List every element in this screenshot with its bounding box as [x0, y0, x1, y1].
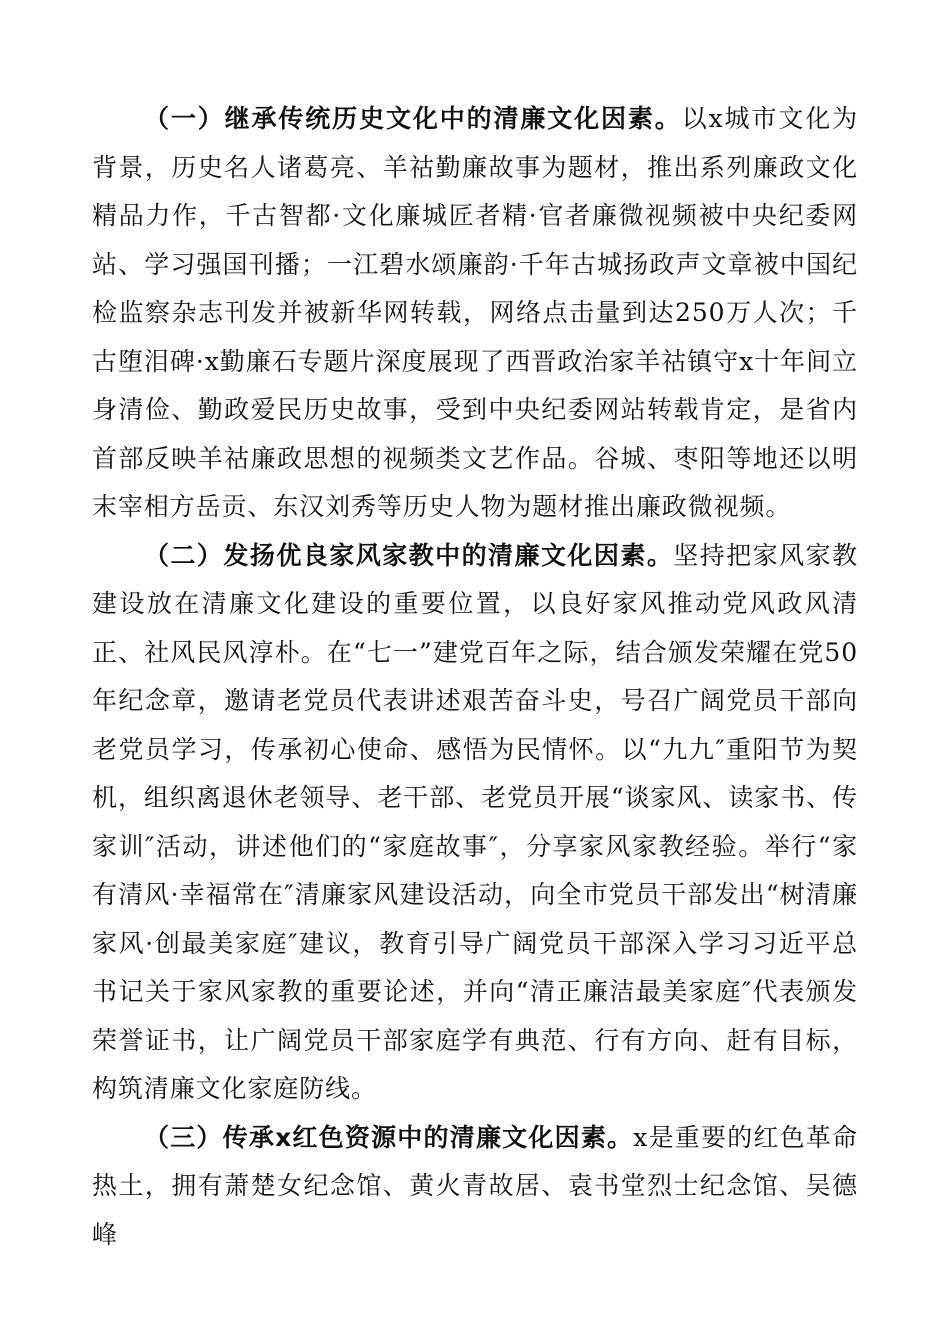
paragraph-2 [92, 532, 858, 1114]
paragraph-3 [92, 1114, 858, 1260]
document-page [92, 95, 858, 1259]
paragraph-1 [92, 95, 858, 532]
paragraph-2-body: 坚持把家风家教建设放在清廉文化建设的重要位置，以良好家风推动党风政风清正、社风民风淳朴。在“七一”建党百年之际，结合颁发荣耀在党50年纪念章，邀请老党员代表讲述艰苦奋斗史，号召广阔党员干部向老党员学习，传承初心使命、感悟为民情怀。以“九九″重阳节为契机，组织离退休老领导、老干部、老党员开展“谈家风、读家书、传家训″活动，讲述他们的“家庭故事″，分享家风家教经验。举行“家有清风·幸福常在″清廉家风建设活动，向全市党员干部发出“树清廉家风·创最美家庭″建议，教育引导广阔党员干部深入学习习近平总书记关于家风家教的重要论述，并向“清正廉洁最美家庭″代表颁发荣誉证书，让广阔党员干部家庭学有典范、行有方向、赶有目标，构筑清廉文化家庭防线。 [92, 540, 858, 1103]
paragraph-3-heading: （三）传承x红色资源中的清廉文化因素。 [144, 1122, 634, 1152]
paragraph-1-heading: （一）继承传统历史文化中的清廉文化因素。 [144, 104, 682, 133]
paragraph-3-body: x是重要的红色革命热土，拥有萧楚女纪念馆、黄火青故居、袁书堂烈士纪念馆、吴德峰 [92, 1122, 859, 1249]
paragraph-2-heading: （二）发扬优良家风家教中的清廉文化因素。 [144, 540, 674, 570]
paragraph-1-body: 以x城市文化为背景，历史名人诸葛亮、羊祜勤廉故事为题材，推出系列廉政文化精品力作，千古智都·文化廉城匠者精·官者廉微视频被中央纪委网站、学习强国刊播；一江碧水颂廉韵·千年古城扬政声文章被中国纪检监察杂志刊发并被新华网转载，网络点击量到达250万人次；千古堕泪碑·x勤廉石专题片深度展现了西晋政治家羊祜镇守x十年间立身清俭、勤政爱民历史故事，受到中央纪委网站转载肯定，是省内首部反映羊祜廉政思想的视频类文艺作品。谷城、枣阳等地还以明末宰相方岳贡、东汉刘秀等历史人物为题材推出廉政微视频。 [92, 104, 858, 521]
